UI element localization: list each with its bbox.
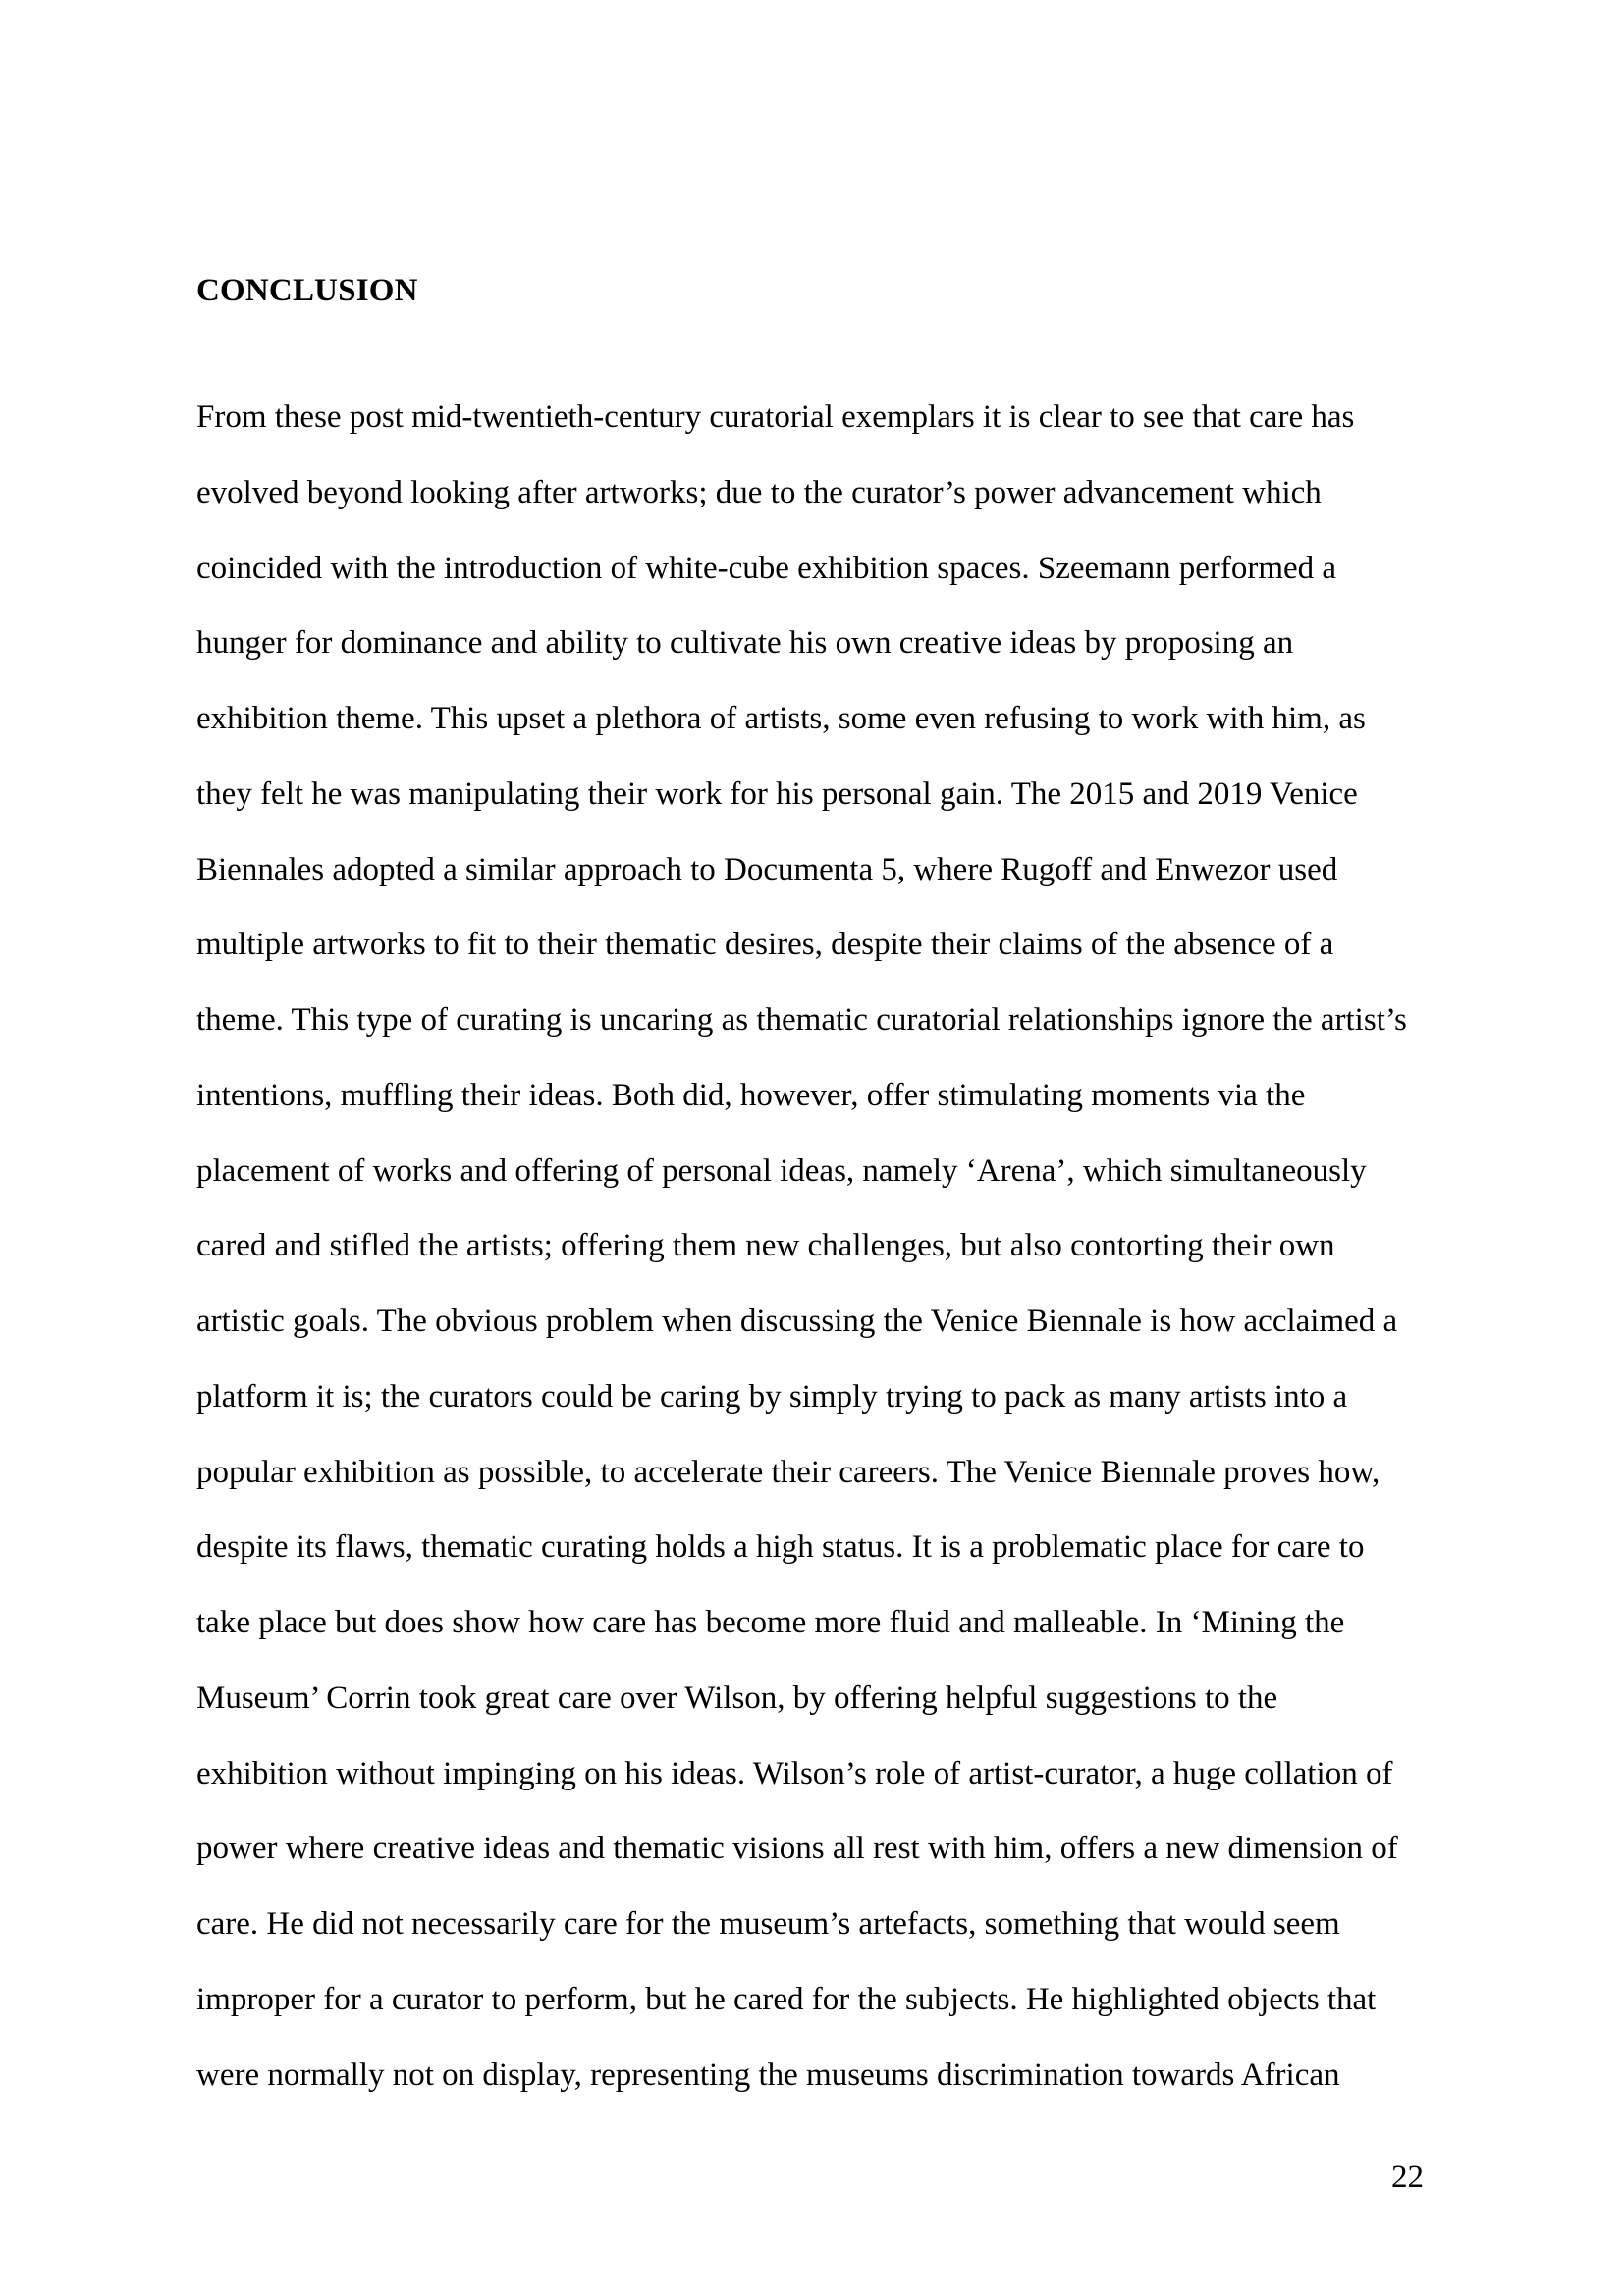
body-line: take place but does show how care has become more fluid and malleable. In ‘Mining the [196,1605,1345,1640]
body-paragraph [196,380,1432,2112]
body-line: exhibition without impinging on his ideas. Wilson’s role of artist-curator, a huge collation of [196,1755,1393,1791]
body-line: improper for a curator to perform, but he cared for the subjects. He highlighted objects that [196,1981,1377,2017]
body-line: placement of works and offering of personal ideas, namely ‘Arena’, which simultaneously [196,1152,1367,1189]
body-line: power where creative ideas and thematic visions all rest with him, offers a new dimension of [196,1831,1398,1867]
body-line: intentions, muffling their ideas. Both did, however, offer stimulating moments via the [196,1077,1306,1113]
page-number: 22 [1391,2160,1424,2195]
section-heading: CONCLUSION [196,273,418,308]
body-line: cared and stifled the artists; offering them new challenges, but also contorting their own [196,1228,1335,1264]
body-line: Biennales adopted a similar approach to Documenta 5, where Rugoff and Enwezor used [196,851,1338,887]
body-line: artistic goals. The obvious problem when discussing the Venice Biennale is how acclaimed a [196,1304,1398,1339]
body-line: care. He did not necessarily care for the museum’s artefacts, something that would seem [196,1906,1340,1942]
body-line: they felt he was manipulating their work for his personal gain. The 2015 and 2019 Venice [196,775,1358,812]
body-line: exhibition theme. This upset a plethora of artists, some even refusing to work with him, as [196,701,1366,736]
body-line: coincided with the introduction of white-cube exhibition spaces. Szeemann performed a [196,550,1337,586]
body-line: platform it is; the curators could be caring by simply trying to pack as many artists into a [196,1378,1348,1415]
body-line: despite its flaws, thematic curating holds a high status. It is a problematic place for care to [196,1529,1365,1566]
body-line: popular exhibition as possible, to accelerate their careers. The Venice Biennale proves how, [196,1454,1380,1490]
body-line: were normally not on display, representing the museums discrimination towards African [196,2056,1340,2093]
body-line: From these post mid-twentieth-century curatorial exemplars it is clear to see that care has [196,400,1355,435]
body-line: multiple artworks to fit to their thematic desires, despite their claims of the absence of a [196,927,1334,963]
body-line: evolved beyond looking after artworks; due to the curator’s power advancement which [196,474,1322,510]
body-line: theme. This type of curating is uncaring as thematic curatorial relationships ignore the artist’s [196,1002,1407,1038]
body-line: Museum’ Corrin took great care over Wilson, by offering helpful suggestions to the [196,1680,1278,1716]
body-line: hunger for dominance and ability to cultivate his own creative ideas by proposing an [196,625,1294,662]
